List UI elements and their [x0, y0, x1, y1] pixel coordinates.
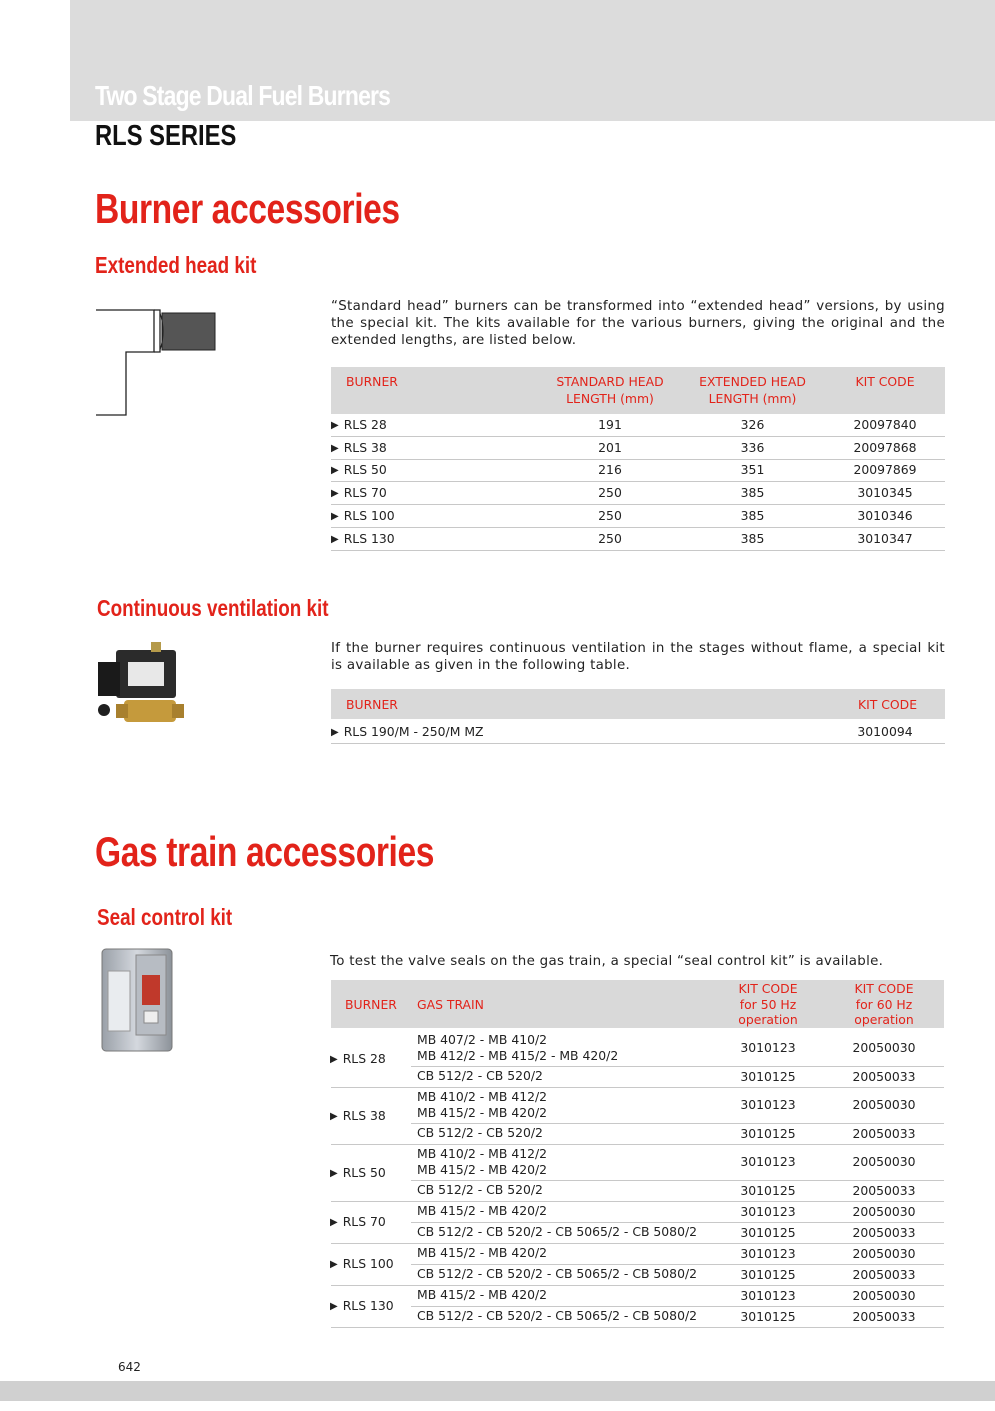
kit-code-50hz: 3010123 [740, 1154, 796, 1169]
column-header-gas-train: GAS TRAIN [417, 997, 484, 1012]
kit-code: 20097869 [853, 462, 917, 478]
page-category-title: Two Stage Dual Fuel Burners [95, 80, 391, 111]
table-row-burner [330, 1108, 386, 1126]
row-divider [331, 1201, 944, 1202]
kit-code-50hz: 3010123 [740, 1203, 796, 1219]
subsection-title-extended-head: Extended head kit [95, 252, 257, 278]
standard-head-length: 216 [598, 462, 622, 478]
column-header: KIT CODE [855, 374, 915, 389]
kit-code-50hz: 3010125 [740, 1068, 796, 1084]
gas-train: MB 407/2 - MB 410/2 MB 412/2 - MB 415/2 - MB 420/2 [417, 1032, 619, 1063]
gas-train: CB 512/2 - CB 520/2 - CB 5065/2 - CB 5080/2 [417, 1224, 698, 1239]
table-row-burner [330, 1298, 394, 1316]
section-title-burner-accessories: Burner accessories [95, 185, 400, 232]
kit-code-60hz: 20050033 [852, 1308, 916, 1324]
gas-train: MB 415/2 - MB 420/2 [417, 1287, 548, 1302]
row-arrow-icon: ▶ [330, 1259, 338, 1270]
extended-head-length: 385 [740, 507, 765, 523]
row-divider [331, 436, 945, 437]
standard-head-length: 201 [598, 439, 622, 455]
table-row-burner [330, 1256, 394, 1274]
burner-label: RLS 28 [342, 1050, 386, 1066]
standard-head-length: 191 [598, 417, 622, 432]
extended-head-length: 385 [740, 530, 765, 546]
row-divider [331, 459, 945, 460]
subsection-title-seal-control: Seal control kit [97, 904, 233, 930]
kit-code: 3010346 [857, 507, 913, 523]
row-divider [331, 527, 945, 528]
extended-head-diagram [92, 300, 222, 422]
column-header-kit-60hz: KIT CODE for 60 Hz operation [854, 981, 914, 1027]
row-divider [411, 1123, 944, 1124]
gas-train: CB 512/2 - CB 520/2 [417, 1068, 543, 1083]
column-header-kit-code: KIT CODE [857, 697, 918, 712]
kit-code: 20097840 [853, 417, 917, 432]
continuous-ventilation-intro: If the burner requires continuous ventilation in the stages without flame, a special kit is available as given in the following table. [331, 641, 945, 673]
row-divider [331, 481, 945, 482]
column-header: STANDARD HEAD LENGTH (mm) [556, 374, 664, 406]
kit-code-60hz: 20050033 [852, 1125, 916, 1141]
kit-code-60hz: 20050030 [852, 1245, 916, 1261]
column-header-burner: BURNER [346, 697, 398, 712]
row-divider [331, 550, 945, 551]
table-row-burner [331, 508, 395, 523]
table-row-burner [331, 440, 387, 455]
row-divider [331, 1087, 944, 1088]
extended-head-length: 336 [740, 439, 765, 455]
extended-head-length: 351 [740, 462, 765, 478]
kit-code-60hz: 20050033 [852, 1224, 916, 1240]
row-arrow-icon: ▶ [330, 1301, 338, 1312]
row-arrow-icon: ▶ [330, 1053, 338, 1065]
burner-label: RLS 28 [343, 417, 387, 432]
gas-train: CB 512/2 - CB 520/2 [417, 1125, 543, 1140]
kit-code: 3010347 [857, 530, 913, 546]
row-divider [411, 1264, 944, 1265]
table-row-burner [331, 462, 387, 477]
row-divider [331, 1327, 944, 1328]
burner-label: RLS 130 [342, 1298, 394, 1313]
row-arrow-icon: ▶ [331, 465, 339, 477]
extended-head-intro: “Standard head” burners can be transformed into “extended head” versions, by using the special kit. The kits available for the various burners, giving the original and the extended lengths, are listed below. [331, 299, 945, 348]
standard-head-length: 250 [598, 530, 622, 546]
kit-code-50hz: 3010123 [740, 1097, 796, 1112]
kit-code-60hz: 20050030 [852, 1203, 916, 1219]
kit-code-50hz: 3010125 [740, 1308, 796, 1324]
kit-code-50hz: 3010123 [740, 1287, 796, 1303]
burner-label: RLS 70 [342, 1214, 386, 1229]
kit-code: 3010345 [857, 485, 913, 501]
burner-label: RLS 50 [343, 462, 387, 478]
row-arrow-icon: ▶ [331, 442, 339, 454]
row-divider [331, 743, 945, 744]
standard-head-length: 250 [598, 507, 622, 523]
kit-code-50hz: 3010125 [740, 1224, 796, 1240]
row-divider [411, 1222, 944, 1223]
table-row-burner [330, 1214, 386, 1232]
row-arrow-icon: ▶ [330, 1217, 338, 1228]
kit-code-60hz: 20050033 [852, 1266, 916, 1282]
table-row-burner [331, 531, 395, 546]
burner-label: RLS 130 [343, 530, 395, 546]
row-divider [411, 1180, 944, 1181]
burner-label: RLS 100 [343, 507, 395, 523]
burner-label: RLS 50 [342, 1164, 386, 1180]
series-title: RLS SERIES [95, 120, 237, 152]
page-number: 642 [118, 1360, 141, 1374]
kit-code-50hz: 3010123 [740, 1040, 796, 1055]
kit-code: 20097868 [853, 439, 917, 455]
row-arrow-icon: ▶ [330, 1167, 338, 1179]
seal-control-device-image [100, 945, 175, 1057]
subsection-title-continuous-ventilation: Continuous ventilation kit [97, 595, 329, 621]
column-header-kit-50hz: KIT CODE for 50 Hz operation [738, 981, 798, 1027]
burner-label: RLS 100 [342, 1256, 394, 1271]
row-divider [411, 1306, 944, 1307]
section-title-gas-train-accessories: Gas train accessories [95, 828, 435, 875]
gas-train: CB 512/2 - CB 520/2 - CB 5065/2 - CB 5080/2 [417, 1266, 698, 1281]
row-divider [331, 504, 945, 505]
row-divider [331, 1285, 944, 1286]
seal-control-intro: To test the valve seals on the gas train, a special “seal control kit” is available. [330, 954, 884, 969]
kit-code-50hz: 3010123 [740, 1245, 796, 1261]
table-row-burner [330, 1051, 386, 1069]
row-divider [331, 1144, 944, 1145]
row-arrow-icon: ▶ [331, 727, 339, 738]
table-row-burner [331, 724, 484, 739]
column-header: EXTENDED HEAD LENGTH (mm) [699, 374, 806, 406]
gas-train: CB 512/2 - CB 520/2 - CB 5065/2 - CB 5080/2 [417, 1308, 698, 1323]
gas-train: MB 410/2 - MB 412/2 MB 415/2 - MB 420/2 [417, 1146, 548, 1177]
kit-code: 3010094 [857, 724, 913, 739]
gas-train: MB 415/2 - MB 420/2 [417, 1203, 548, 1218]
gas-train: MB 415/2 - MB 420/2 [417, 1245, 548, 1260]
kit-code-50hz: 3010125 [740, 1182, 796, 1198]
gas-train: MB 410/2 - MB 412/2 MB 415/2 - MB 420/2 [417, 1089, 548, 1120]
row-arrow-icon: ▶ [331, 510, 339, 522]
row-divider [411, 1066, 944, 1067]
row-arrow-icon: ▶ [331, 533, 339, 545]
table-row-burner [331, 417, 387, 432]
burner-label: RLS 70 [343, 485, 387, 501]
footer-band [0, 1381, 995, 1401]
row-arrow-icon: ▶ [331, 488, 339, 500]
kit-code-60hz: 20050030 [852, 1040, 916, 1055]
row-divider [331, 1243, 944, 1244]
standard-head-length: 250 [598, 485, 622, 501]
table-row-burner [330, 1165, 386, 1183]
table-row-burner [331, 485, 387, 500]
kit-code-60hz: 20050033 [852, 1068, 916, 1084]
column-header-burner: BURNER [346, 374, 398, 389]
gas-train: CB 512/2 - CB 520/2 [417, 1182, 543, 1197]
kit-code-60hz: 20050030 [852, 1154, 916, 1169]
burner-label: RLS 38 [342, 1107, 386, 1123]
kit-code-50hz: 3010125 [740, 1266, 796, 1282]
burner-label: RLS 38 [343, 439, 387, 455]
column-header-burner: BURNER [345, 997, 397, 1012]
kit-code-60hz: 20050030 [852, 1287, 916, 1303]
kit-code-60hz: 20050030 [852, 1097, 916, 1112]
solenoid-valve-image [96, 640, 188, 730]
extended-head-length: 385 [740, 485, 765, 501]
extended-head-length: 326 [740, 417, 765, 432]
kit-code-50hz: 3010125 [740, 1125, 796, 1141]
row-arrow-icon: ▶ [331, 420, 339, 431]
burner-label: RLS 190/M - 250/M MZ [343, 724, 484, 739]
row-arrow-icon: ▶ [330, 1110, 338, 1122]
kit-code-60hz: 20050033 [852, 1182, 916, 1198]
